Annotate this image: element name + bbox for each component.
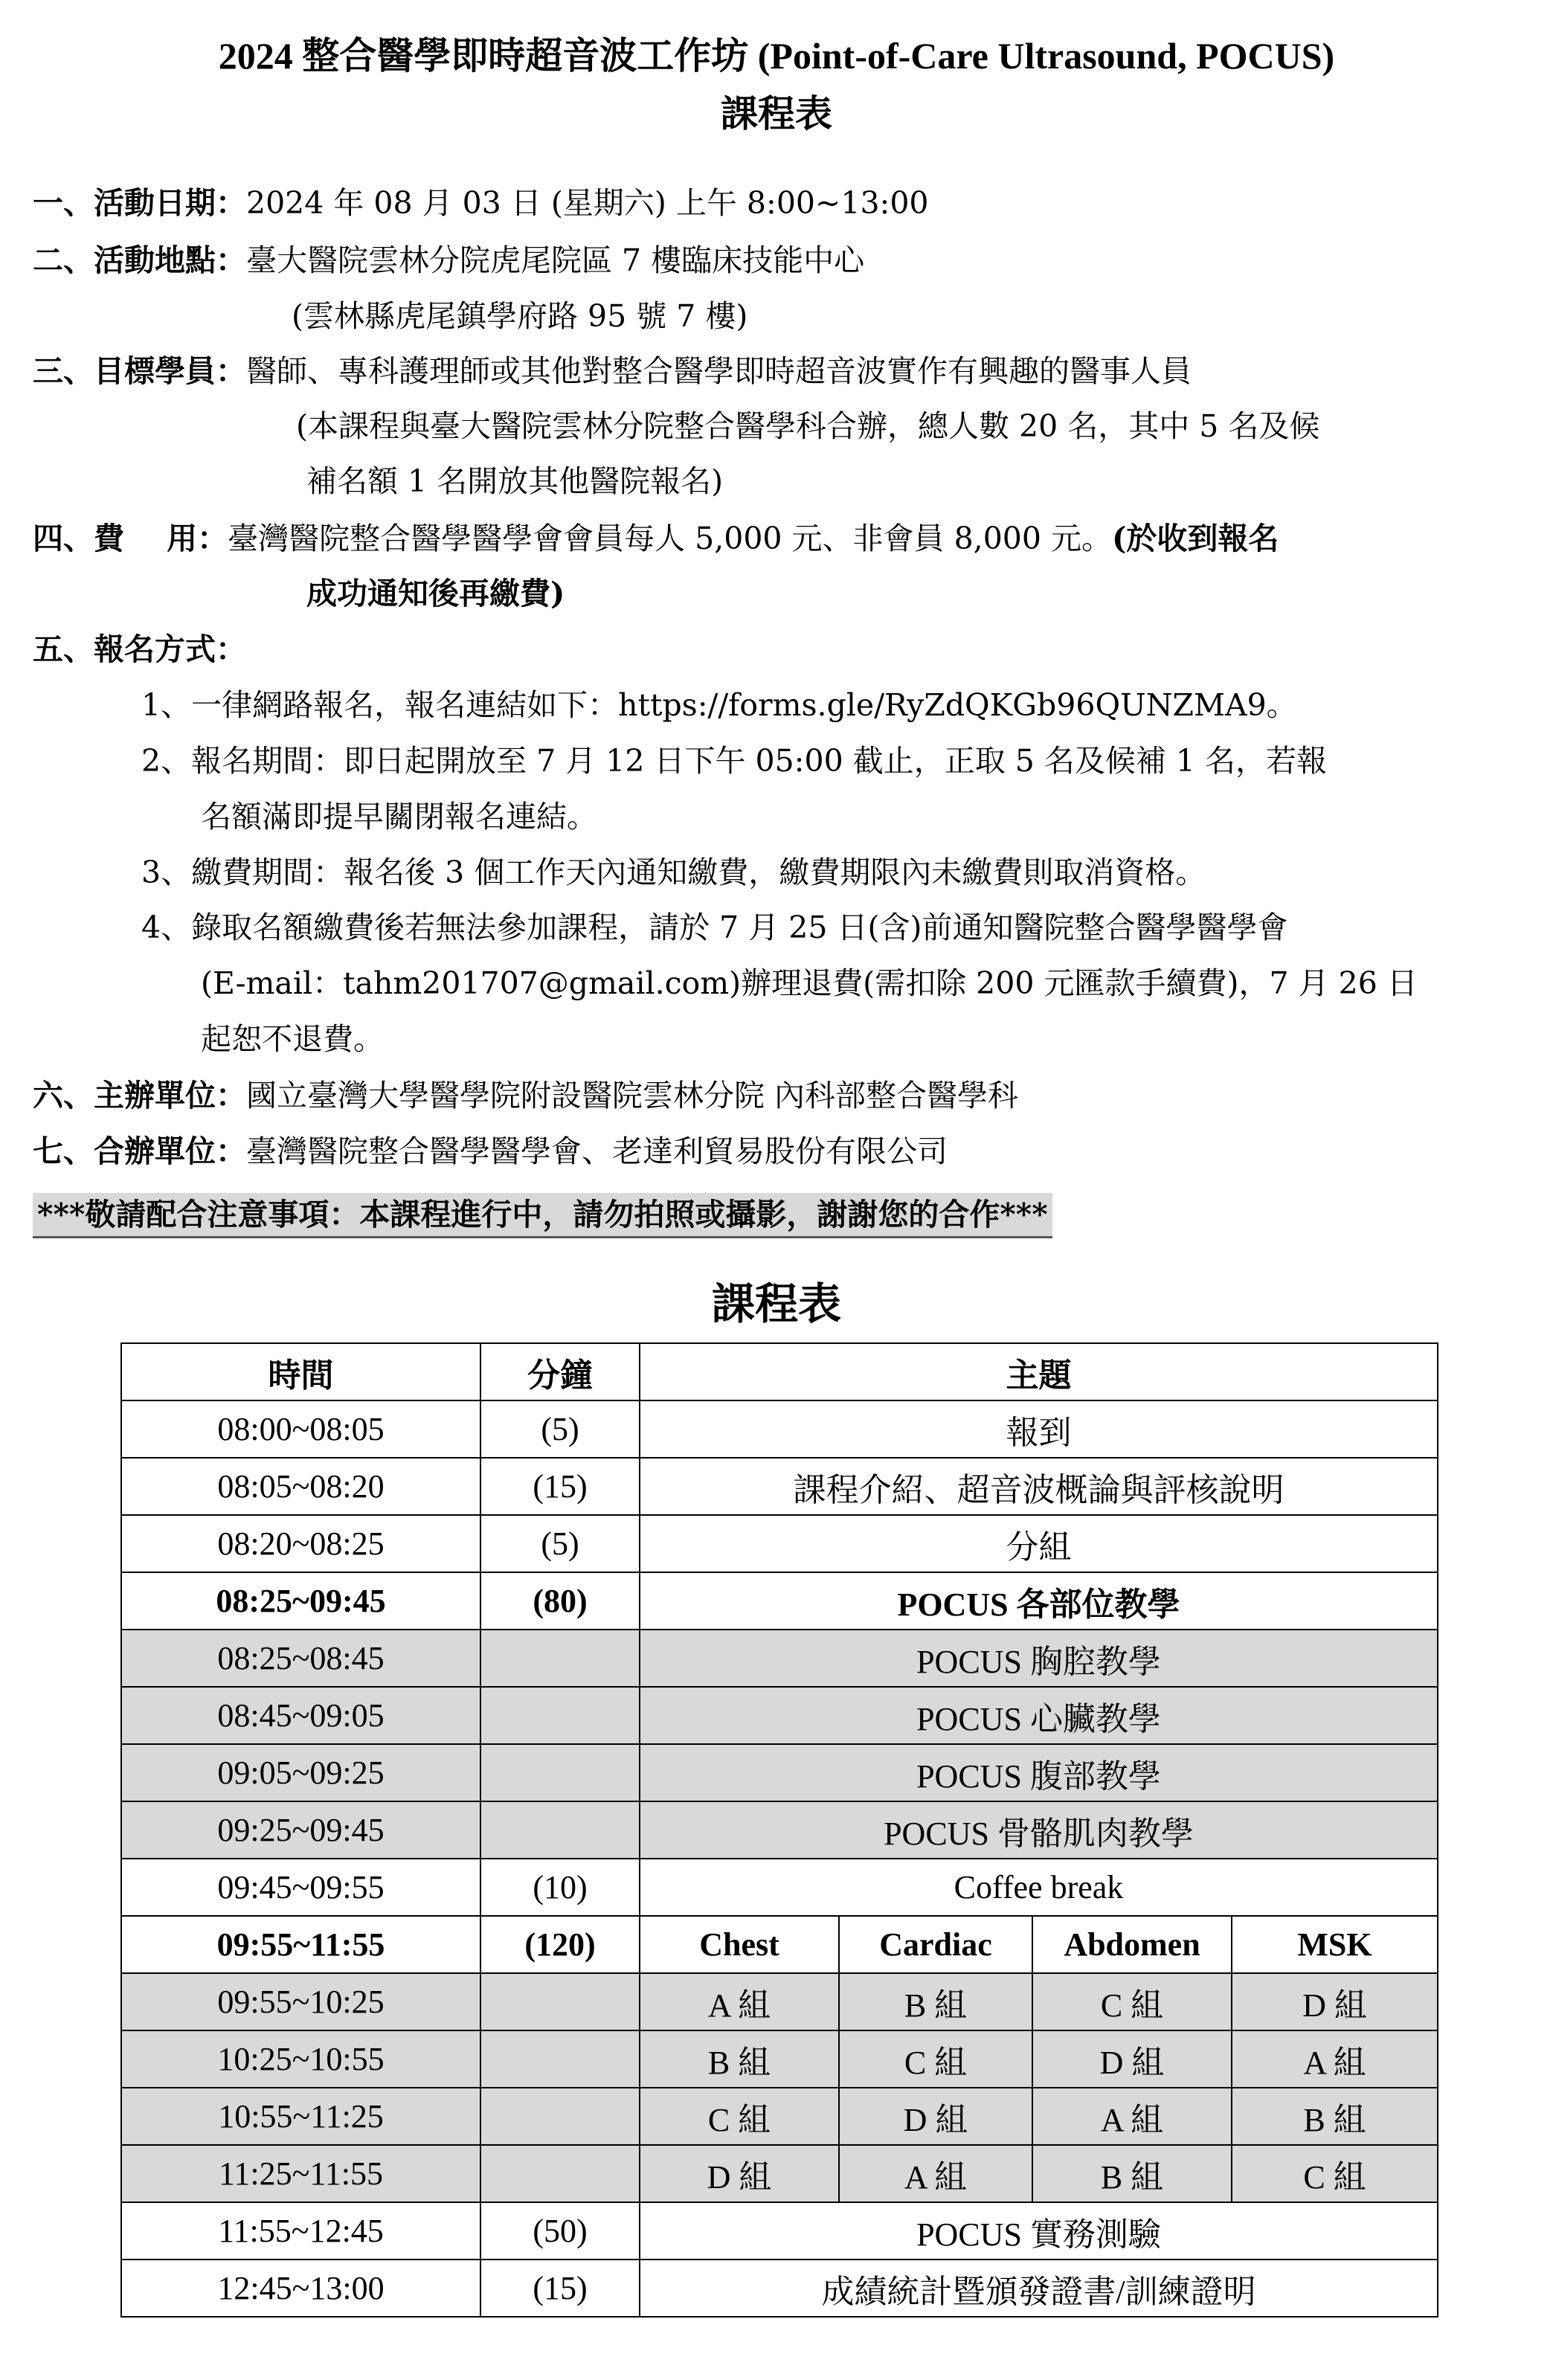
row-minutes	[480, 1630, 640, 1687]
event-venue	[33, 240, 864, 280]
row-minutes: (120)	[480, 1916, 640, 1973]
fee-payment-note-cont: 成功通知後再繳費)	[306, 576, 565, 611]
document-title: 2024 整合醫學即時超音波工作坊 (Point-of-Care Ultrasound, POCUS)	[218, 35, 1335, 77]
rotation-row	[121, 1973, 1438, 2030]
rotation-row	[121, 2088, 1438, 2145]
row-minutes: (15)	[480, 1458, 640, 1515]
host-value: 國立臺灣大學醫學院附設醫院雲林分院 內科部整合醫學科	[246, 1078, 1019, 1113]
table-row	[121, 2260, 1438, 2317]
row-topic: Coffee break	[640, 1859, 1438, 1916]
document-subtitle: 課程表	[721, 93, 832, 135]
group-cell: C 組	[839, 2030, 1032, 2088]
header-topic: 主題	[640, 1343, 1438, 1400]
registration-item-2: 2、報名期間：即日起開放至 7 月 12 日下午 05:00 截止，正取 5 名及候補 1 名，若報	[141, 743, 1327, 779]
target-audience-value: 醫師、專科護理師或其他對整合醫學即時超音波實作有興趣的醫事人員	[246, 353, 1192, 389]
table-row	[121, 1630, 1438, 1687]
schedule-table	[120, 1342, 1438, 2318]
host-label: 六、主辦單位：	[33, 1078, 246, 1113]
group-cell: B 組	[839, 1973, 1032, 2030]
row-time: 09:45~09:55	[121, 1859, 480, 1916]
target-audience-label: 三、目標學員：	[33, 353, 246, 389]
table-row	[121, 1744, 1438, 1801]
registration-item-4-cont2: 起恕不退費。	[201, 1021, 384, 1057]
row-time: 08:05~08:20	[121, 1458, 480, 1515]
cohost-label: 七、合辦單位：	[33, 1133, 246, 1169]
table-row	[121, 2202, 1438, 2260]
cohost-value: 臺灣醫院整合醫學醫學會、老達利貿易股份有限公司	[246, 1133, 948, 1169]
row-time: 12:45~13:00	[121, 2260, 480, 2317]
row-minutes	[480, 1744, 640, 1801]
row-time: 09:55~11:55	[121, 1916, 480, 1973]
row-time: 11:25~11:55	[121, 2145, 480, 2202]
target-note-line2: 補名額 1 名開放其他醫院報名)	[306, 463, 724, 499]
table-row	[121, 1801, 1438, 1859]
row-minutes	[480, 1687, 640, 1744]
group-cell: D 組	[1032, 2030, 1232, 2088]
registration-item-3: 3、繳費期間：報名後 3 個工作天內通知繳費，繳費期限內未繳費則取消資格。	[141, 855, 1206, 890]
row-time: 10:55~11:25	[121, 2088, 480, 2145]
station-msk: MSK	[1232, 1916, 1438, 1973]
row-topic: 分組	[640, 1515, 1438, 1572]
notice-banner: ***敬請配合注意事項：本課程進行中，請勿拍照或攝影，謝謝您的合作***	[33, 1193, 1052, 1238]
row-minutes	[480, 1801, 640, 1859]
rotation-row	[121, 2145, 1438, 2202]
group-cell: C 組	[1032, 1973, 1232, 2030]
event-venue-value: 臺大醫院雲林分院虎尾院區 7 樓臨床技能中心	[246, 242, 865, 278]
registration-item-4-cont1: (E-mail：tahm201707@gmail.com)辦理退費(需扣除 200 元匯款手續費)，7 月 26 日	[201, 965, 1418, 1001]
row-topic: POCUS 骨骼肌肉教學	[640, 1801, 1438, 1859]
row-topic: POCUS 腹部教學	[640, 1744, 1438, 1801]
row-minutes: (15)	[480, 2260, 640, 2317]
table-row	[121, 1515, 1438, 1572]
group-cell: B 組	[1232, 2088, 1438, 2145]
row-time: 08:25~09:45	[121, 1572, 480, 1630]
row-topic: POCUS 各部位教學	[640, 1572, 1438, 1630]
station-chest: Chest	[640, 1916, 839, 1973]
group-cell: A 組	[1032, 2088, 1232, 2145]
fee	[33, 518, 1279, 559]
group-cell: D 組	[839, 2088, 1032, 2145]
row-topic: 成績統計暨頒發證書/訓練證明	[640, 2260, 1438, 2317]
event-date-value: 2024 年 08 月 03 日 (星期六) 上午 8:00~13:00	[246, 185, 929, 221]
group-cell: A 組	[1232, 2030, 1438, 2088]
group-cell: C 組	[640, 2088, 839, 2145]
row-topic: POCUS 胸腔教學	[640, 1630, 1438, 1687]
event-venue-label: 二、活動地點：	[33, 242, 246, 278]
station-abdomen: Abdomen	[1032, 1916, 1232, 1973]
row-minutes: (5)	[480, 1400, 640, 1458]
row-minutes	[480, 2145, 640, 2202]
event-date-label: 一、活動日期：	[33, 185, 246, 221]
target-note-line1: (本課程與臺大醫院雲林分院整合醫學科合辦，總人數 20 名，其中 5 名及候	[296, 408, 1320, 444]
row-time: 10:25~10:55	[121, 2030, 480, 2088]
schedule-title: 課程表	[711, 1279, 841, 1329]
registration-label: 五、報名方式：	[33, 631, 246, 667]
row-time: 09:25~09:45	[121, 1801, 480, 1859]
row-topic: POCUS 心臟教學	[640, 1687, 1438, 1744]
table-row-section	[121, 1572, 1438, 1630]
fee-value: 臺灣醫院整合醫學醫學會會員每人 5,000 元、非會員 8,000 元。	[228, 521, 1112, 556]
group-cell: A 組	[640, 1973, 839, 2030]
row-topic: POCUS 實務測驗	[640, 2202, 1438, 2260]
row-minutes: (80)	[480, 1572, 640, 1630]
table-row	[121, 1400, 1438, 1458]
registration-item-1: 1、一律網路報名，報名連結如下：https://forms.gle/RyZdQKGb96QUNZMA9。	[141, 687, 1297, 723]
row-time: 11:55~12:45	[121, 2202, 480, 2260]
header-minutes: 分鐘	[480, 1343, 640, 1400]
table-row	[121, 1687, 1438, 1744]
row-time: 09:55~10:25	[121, 1973, 480, 2030]
row-minutes: (50)	[480, 2202, 640, 2260]
row-time: 08:20~08:25	[121, 1515, 480, 1572]
header-time: 時間	[121, 1343, 480, 1400]
target-audience	[33, 351, 1192, 391]
group-cell: D 組	[1232, 1973, 1438, 2030]
group-cell: C 組	[1232, 2145, 1438, 2202]
row-topic: 報到	[640, 1400, 1438, 1458]
row-time: 08:25~08:45	[121, 1630, 480, 1687]
row-topic: 課程介紹、超音波概論與評核說明	[640, 1458, 1438, 1515]
station-cardiac: Cardiac	[839, 1916, 1032, 1973]
row-minutes: (5)	[480, 1515, 640, 1572]
fee-label: 四、費 用：	[33, 521, 228, 556]
group-cell: B 組	[1032, 2145, 1232, 2202]
event-date	[33, 183, 929, 223]
schedule-header-row	[121, 1343, 1438, 1400]
group-cell: D 組	[640, 2145, 839, 2202]
row-minutes	[480, 2030, 640, 2088]
group-cell: A 組	[839, 2145, 1032, 2202]
fee-payment-note: (於收到報名	[1112, 521, 1279, 556]
co-organizer	[33, 1131, 948, 1171]
row-minutes	[480, 2088, 640, 2145]
table-row	[121, 1458, 1438, 1515]
station-header-row	[121, 1916, 1438, 1973]
registration-item-4: 4、錄取名額繳費後若無法參加課程，請於 7 月 25 日(含)前通知醫院整合醫學醫學會	[141, 910, 1288, 945]
row-time: 09:05~09:25	[121, 1744, 480, 1801]
group-cell: B 組	[640, 2030, 839, 2088]
rotation-row	[121, 2030, 1438, 2088]
row-time: 08:45~09:05	[121, 1687, 480, 1744]
host-organizer	[33, 1075, 1018, 1116]
table-row	[121, 1859, 1438, 1916]
row-minutes: (10)	[480, 1859, 640, 1916]
row-minutes	[480, 1973, 640, 2030]
registration-item-2-cont: 名額滿即提早關閉報名連結。	[201, 799, 597, 834]
row-time: 08:00~08:05	[121, 1400, 480, 1458]
event-venue-address: (雲林縣虎尾鎮學府路 95 號 7 樓)	[292, 298, 748, 334]
